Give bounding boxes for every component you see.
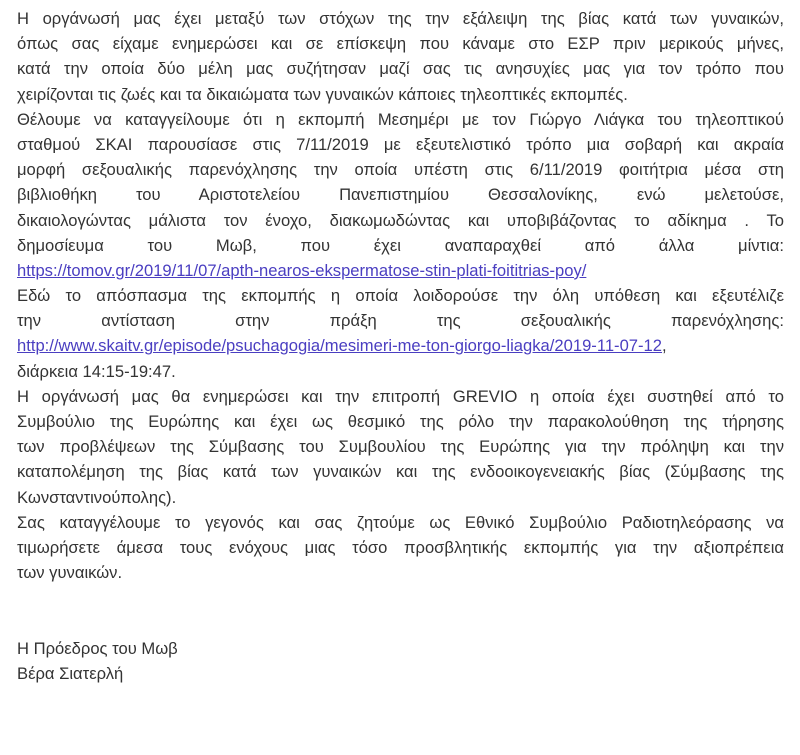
text-line: κατά την οποία δύο μέλη μας συζήτησαν μαζί σας τις ανησυχίες μας για τον τρόπο που: [17, 59, 784, 79]
link-suffix: ,: [662, 336, 667, 356]
text-line: όπως σας είχαμε ενημερώσει και σε επίσκεψη που κάναμε στο ΕΣΡ πριν μερικούς μήνες,: [17, 34, 784, 54]
link-line: [17, 258, 784, 283]
text-line: Εδώ το απόσπασμα της εκπομπής η οποία λοιδορούσε την όλη υπόθεση και εξευτέλιζε: [17, 286, 784, 306]
tomov-article-link[interactable]: https://tomov.gr/2019/11/07/apth-nearos-ekspermatose-stin-plati-foititrias-poy/: [17, 260, 587, 280]
signature-role: Η Πρόεδρος του Μωβ: [17, 638, 178, 658]
text-line: βιβλιοθήκη του Αριστοτελείου Πανεπιστημίου Θεσσαλονίκης, ενώ μελετούσε,: [17, 185, 784, 205]
text-line: Η οργάνωσή μας έχει μεταξύ των στόχων της την εξάλειψη της βίας κατά των γυναικών,: [17, 9, 784, 28]
text-line: μορφή σεξουαλικής παρενόχλησης την οποία υπέστη στις 6/11/2019 φοιτήτρια μέσα στη: [17, 160, 784, 180]
text-line: σταθμού ΣΚΑΙ παρουσίασε στις 7/11/2019 με εξευτελιστικό τρόπο μια σοβαρή και ακραία: [17, 134, 784, 154]
text-line: Σας καταγγέλουμε το γεγονός και σας ζητούμε ως Εθνικό Συμβούλιο Ραδιοτηλεόρασης να: [17, 512, 784, 532]
text-line: τιμωρήσετε άμεσα τους ενόχους μιας τόσο προσβλητικής εκπομπής για την αξιοπρέπεια: [17, 537, 784, 557]
text-line: δικαιολογώντας μάλιστα τον ένοχο, διακωμωδώντας και υποβιβάζοντας το αδίκημα . Το: [17, 210, 784, 230]
text-line: δημοσίευμα του Μωβ, που έχει αναπαραχθεί από άλλα μίντια:: [17, 235, 784, 255]
text-line: Η οργάνωσή μας θα ενημερώσει και την επιτροπή GREVIO η οποία έχει συστηθεί από το: [17, 386, 784, 406]
text-line: των προβλέψεων της Σύμβασης του Συμβουλίου της Ευρώπης για την πρόληψη και την: [17, 437, 784, 457]
text-line: των γυναικών.: [17, 563, 123, 583]
text-line: Κωνσταντινούπολης).: [17, 487, 177, 507]
signature-name: Βέρα Σιατερλή: [17, 663, 124, 683]
skaitv-episode-link[interactable]: http://www.skaitv.gr/episode/psuchagogia/mesimeri-me-ton-giorgo-liagka/2019-11-07-12: [17, 336, 663, 356]
spacer: [17, 585, 784, 635]
letter-body: [17, 6, 784, 686]
duration-text: διάρκεια 14:15-19:47.: [17, 361, 176, 381]
text-line: καταπολέμηση της βίας κατά των γυναικών και της ενδοοικογενειακής βίας (Σύμβασης της: [17, 462, 784, 482]
link-line: [17, 333, 784, 358]
text-line: την αντίσταση στην πράξη της σεξουαλικής παρενόχλησης:: [17, 311, 784, 331]
text-line: Θέλουμε να καταγγείλουμε ότι η εκπομπή Μεσημέρι με τον Γιώργο Λιάγκα του τηλεοπτικού: [17, 109, 784, 129]
text-line: Συμβούλιο της Ευρώπης και έχει ως θεσμικό της ρόλο την παρακολούθηση της τήρησης: [17, 412, 784, 431]
text-line: χειρίζονται τις ζωές και τα δικαιώματα των γυναικών κάποιες τηλεοπτικές εκπομπές.: [17, 84, 628, 104]
